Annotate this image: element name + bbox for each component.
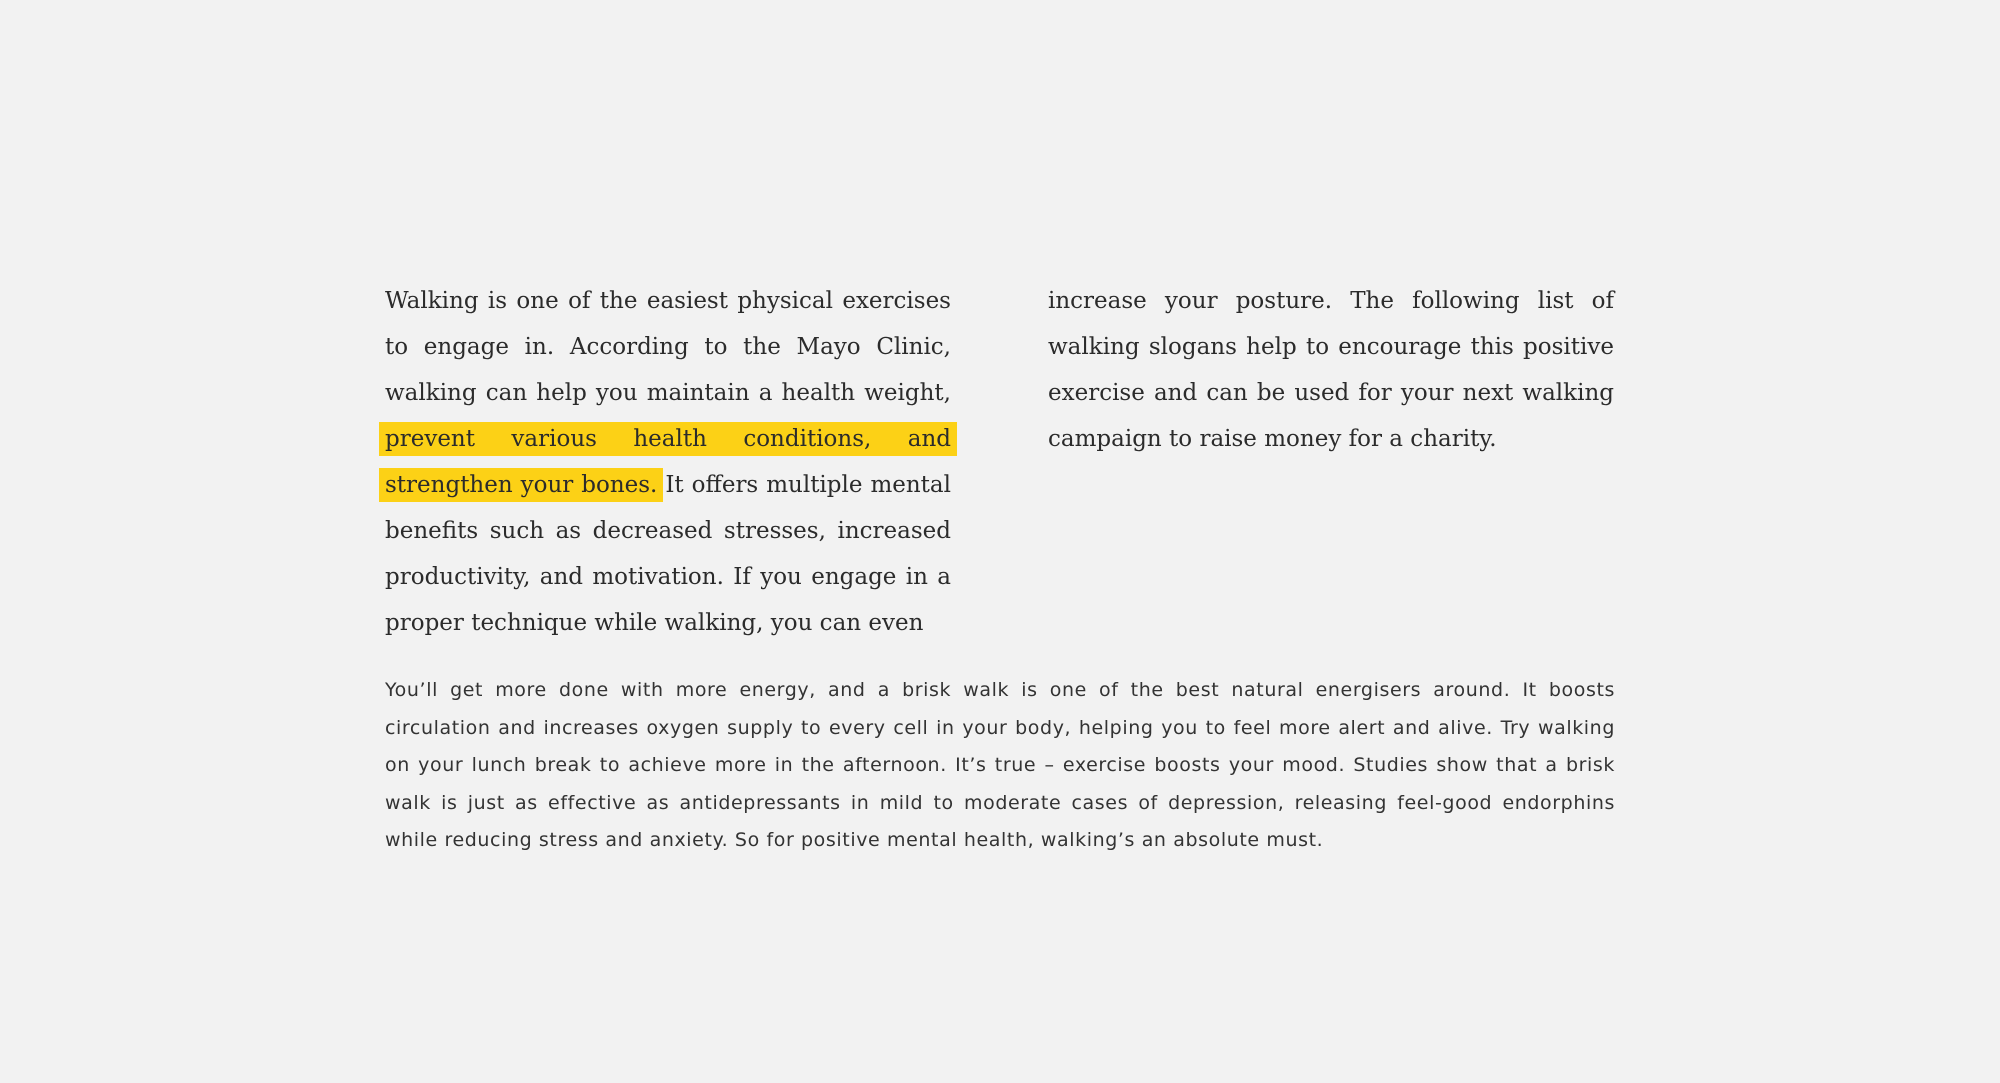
body-paragraph-text: You’ll get more done with more energy, and a brisk walk is one of the best natural energisers around. It boosts circulation and increases oxygen supply to every cell in your body, helping you to feel more alert and alive. Try walking on your lunch break to achieve more in the afternoon. It’s true – exercise boosts your mood. Studies show that a brisk walk is just as effective as antidepressants in mild to moderate cases of depression, releasing feel-good endorphins while reducing stress and anxiety. So for positive mental health, walking’s an absolute must. — [385, 679, 1615, 851]
intro-text-end: It offers multiple mental benefits such as decreased stresses, increased productivity, and motivation. If you engage in a proper technique while walking, you can even — [385, 472, 951, 636]
intro-left-column — [385, 278, 951, 646]
intro-text-start: Walking is one of the easiest physical exercises to engage in. According to the Mayo Clinic, walking can help you maintain a health weight, — [385, 288, 951, 406]
intro-right-column — [1048, 278, 1614, 462]
highlighted-text: prevent various health conditions, and strengthen your bones. — [379, 422, 957, 502]
intro-right-text: increase your posture. The following list of walking slogans help to encourage this positive exercise and can be used for your next walking campaign to raise money for a charity. — [1048, 288, 1614, 452]
body-paragraph — [385, 672, 1615, 860]
